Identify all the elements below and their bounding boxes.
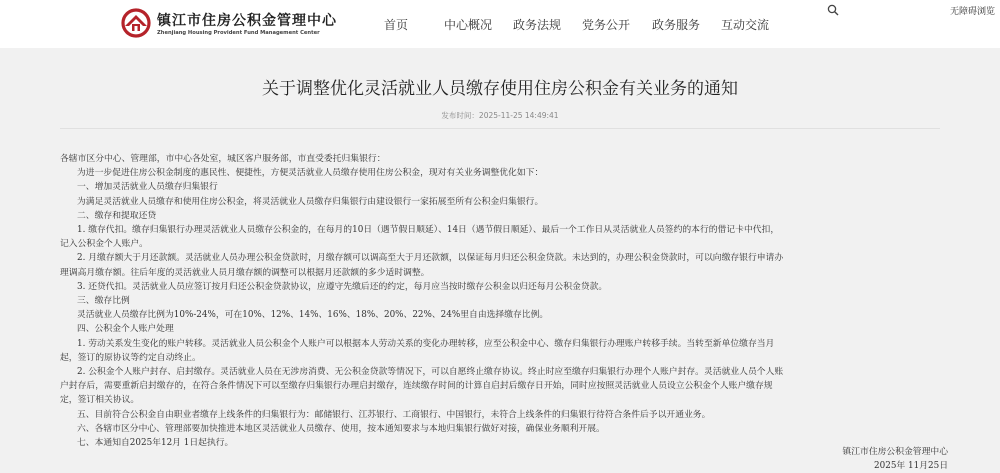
nav-interaction[interactable]: 互动交流 <box>721 18 770 32</box>
search-icon[interactable] <box>827 4 839 16</box>
paragraph-2: 一、增加灵活就业人员缴存归集银行 <box>77 182 218 193</box>
paragraph-19: 六、各辖市区分中心、管理部要加快推进本地区灵活就业人员缴存、使用，按本通知要求与本地归集银行做好对接，确保业务顺利开展。 <box>77 423 605 434</box>
paragraph-18: 五、目前符合公积金自由职业者缴存上线条件的归集银行为：邮储银行、江苏银行、工商银行、中国银行，未符合上线条件的归集银行待符合条件后予以开通业务。 <box>77 409 711 420</box>
paragraph-20: 七、本通知自2025年12月 1日起执行。 <box>77 438 234 449</box>
paragraph-14: 起，签订的原协议等约定自动终止。 <box>60 352 201 363</box>
publish-info <box>0 110 1000 121</box>
paragraph-12: 四、公积金个人账户处理 <box>77 324 174 335</box>
nav-party-affairs[interactable]: 党务公开 <box>582 18 631 32</box>
site-header <box>0 0 1000 48</box>
paragraph-17: 定，签订相关协议。 <box>60 395 140 406</box>
paragraph-4: 二、缴存和提取还贷 <box>77 210 157 221</box>
title-divider <box>60 128 940 129</box>
article-body <box>60 152 950 450</box>
paragraph-11: 灵活就业人员缴存比例为10%-24%，可在10%、12%、14%、16%、18%、20%、22%、24%里自由选择缴存比例。 <box>77 310 549 321</box>
publish-time: 2025-11-25 14:49:41 <box>478 111 559 120</box>
paragraph-9: 3. 还贷代扣。灵活就业人员应签订按月归还公积金贷款协议，应遵守先缴后还的约定，每月应当按时缴存公积金以归还每月公积金贷款。 <box>77 281 608 292</box>
signature-org: 镇江市住房公积金管理中心 <box>842 447 948 457</box>
paragraph-0: 各辖市区分中心、管理部，市中心各处室，城区客户服务部，市直受委托归集银行： <box>60 154 386 164</box>
nav-regulations[interactable]: 政务法规 <box>513 18 562 32</box>
paragraph-10: 三、缴存比例 <box>77 296 130 307</box>
paragraph-13: 1. 劳动关系发生变化的账户转移。灵活就业人员公积金个人账户可以根据本人劳动关系的变化办理转移，应至公积金中心、缴存归集银行办理账户转移手续。当转至新单位缴存当月 <box>77 338 775 349</box>
paragraph-1: 为进一步促进住房公积金制度的惠民性、便捷性，方便灵活就业人员缴存使用住房公积金，现对有关业务调整优化如下： <box>77 168 544 179</box>
brand-en: Zhenjiang Housing Provident Fund Management Center <box>157 30 320 36</box>
gongjijin-logo-icon[interactable] <box>121 8 151 38</box>
signature <box>842 445 948 473</box>
publish-label: 发布时间： <box>441 111 479 120</box>
nav-home[interactable]: 首页 <box>384 18 409 32</box>
brand-name[interactable]: 镇江市住房公积金管理中心 <box>157 13 337 29</box>
paragraph-3: 为满足灵活就业人员缴存和使用住房公积金，将灵活就业人员缴存归集银行由建设银行一家拓展至所有公积金归集银行。 <box>77 196 544 207</box>
nav-gov-services[interactable]: 政务服务 <box>652 18 701 32</box>
paragraph-6: 记入公积金个人账户。 <box>60 239 148 250</box>
paragraph-15: 2. 公积金个人账户封存、启封缴存。灵活就业人员在无涉房消费、无公积金贷款等情况下，可以自愿终止缴存协议。终止时应至缴存归集银行办理个人账户封存。灵活就业人员个人账 <box>77 367 784 378</box>
article-title: 关于调整优化灵活就业人员缴存使用住房公积金有关业务的通知 <box>262 79 738 99</box>
accessibility-link[interactable]: 无障碍浏览 <box>950 7 996 17</box>
paragraph-5: 1. 缴存代扣。缴存归集银行办理灵活就业人员缴存公积金的，在每月的10日（遇节假日顺延）、14日（遇节假日顺延）、最后一个工作日从灵活就业人员签约的本行的借记卡中代扣， <box>77 225 780 236</box>
nav-center-overview[interactable]: 中心概况 <box>444 18 493 32</box>
paragraph-7: 2. 月缴存额大于月还款额。灵活就业人员办理公积金贷款时，月缴存额可以调高至大于月还款额，以保证每月归还公积金贷款。未达到的，办理公积金贷款时，可以向缴存银行申请办 <box>77 253 784 264</box>
signature-date: 2025年 11月25日 <box>874 461 948 471</box>
paragraph-16: 户封存后，需要重新启封缴存的，在符合条件情况下可以至缴存归集银行办理启封缴存，连续缴存时间的计算自启封后缴存日开始，同时应按照灵活就业人员设立公积金个人账户缴存规 <box>60 381 773 392</box>
paragraph-8: 理调高月缴存额。往后年度的灵活就业人员月缴存额的调整可以根据月还款额的多少适时调整。 <box>60 267 430 278</box>
